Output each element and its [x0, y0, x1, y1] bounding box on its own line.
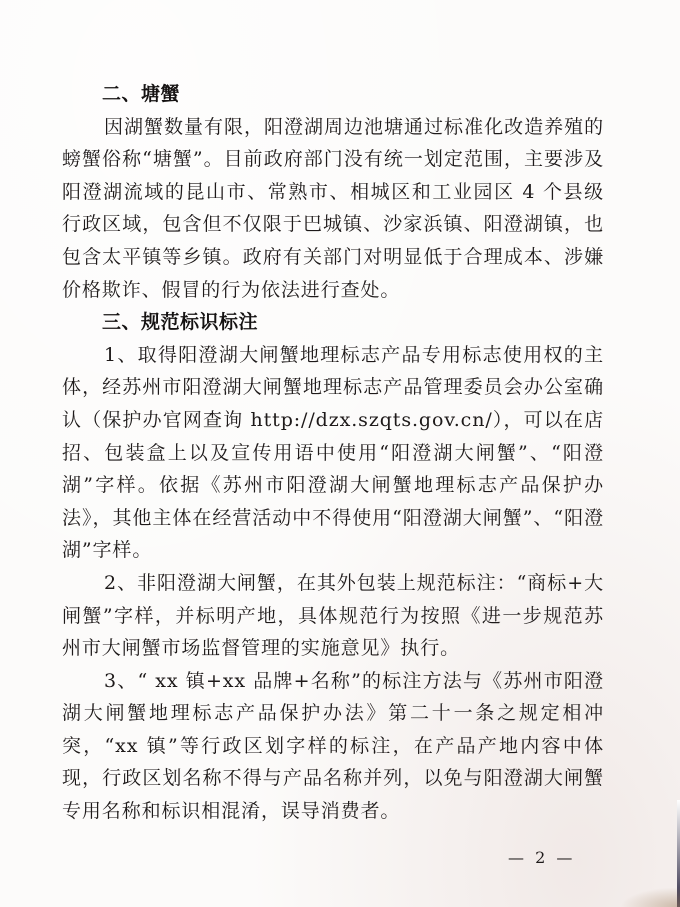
scan-corner-smudge — [620, 887, 680, 907]
paragraph: 2、非阳澄湖大闸蟹，在其外包装上规范标注：“商标+大闸蟹”字样，并标明产地，具体规范行为按照《进一步规范苏州市大闸蟹市场监督管理的实施意见》执行。 — [62, 571, 604, 660]
paragraph: 3、“ xx 镇+xx 品牌+名称”的标注方法与《苏州市阳澄湖大闸蟹地理标志产品保护办法》第二十一条之规定相冲突，“xx 镇”等行政区划字样的标注，在产品产地内容中体现，行政区划名称不得与产品名称并列，以免与阳澄湖大闸蟹专用名称和标识相混淆，误导消费者。 — [62, 669, 604, 823]
paragraph: 因湖蟹数量有限，阳澄湖周边池塘通过标准化改造养殖的螃蟹俗称“塘蟹”。目前政府部门没有统一划定范围，主要涉及阳澄湖流域的昆山市、常熟市、相城区和工业园区 4 个县级行政区域，包含但不仅限于巴城镇、沙家浜镇、阳澄湖镇，也包含太平镇等乡镇。政府有关部门对明显低于合理成本、涉嫌价格欺诈、假冒的行为依法进行查处。 — [62, 115, 604, 301]
section-labeling-standards — [62, 306, 604, 828]
page-number: — 2 — — [508, 848, 576, 867]
section-pond-crab — [62, 78, 604, 306]
section-heading: 二、塘蟹 — [102, 83, 181, 105]
document-body — [62, 78, 604, 828]
paragraph: 1、取得阳澄湖大闸蟹地理标志产品专用标志使用权的主体，经苏州市阳澄湖大闸蟹地理标志产品管理委员会办公室确认（保护办官网查询 http://dzx.szqts.gov.cn/），可以在店招、包装盒上以及宣传用语中使用“阳澄湖大闸蟹”、“阳澄湖”字样。依据《苏州市阳澄湖大闸蟹地理标志产品保护办法》，其他主体在经营活动中不得使用“阳澄湖大闸蟹”、“阳澄湖”字样。 — [62, 343, 604, 562]
section-heading: 三、规范标识标注 — [102, 311, 259, 334]
